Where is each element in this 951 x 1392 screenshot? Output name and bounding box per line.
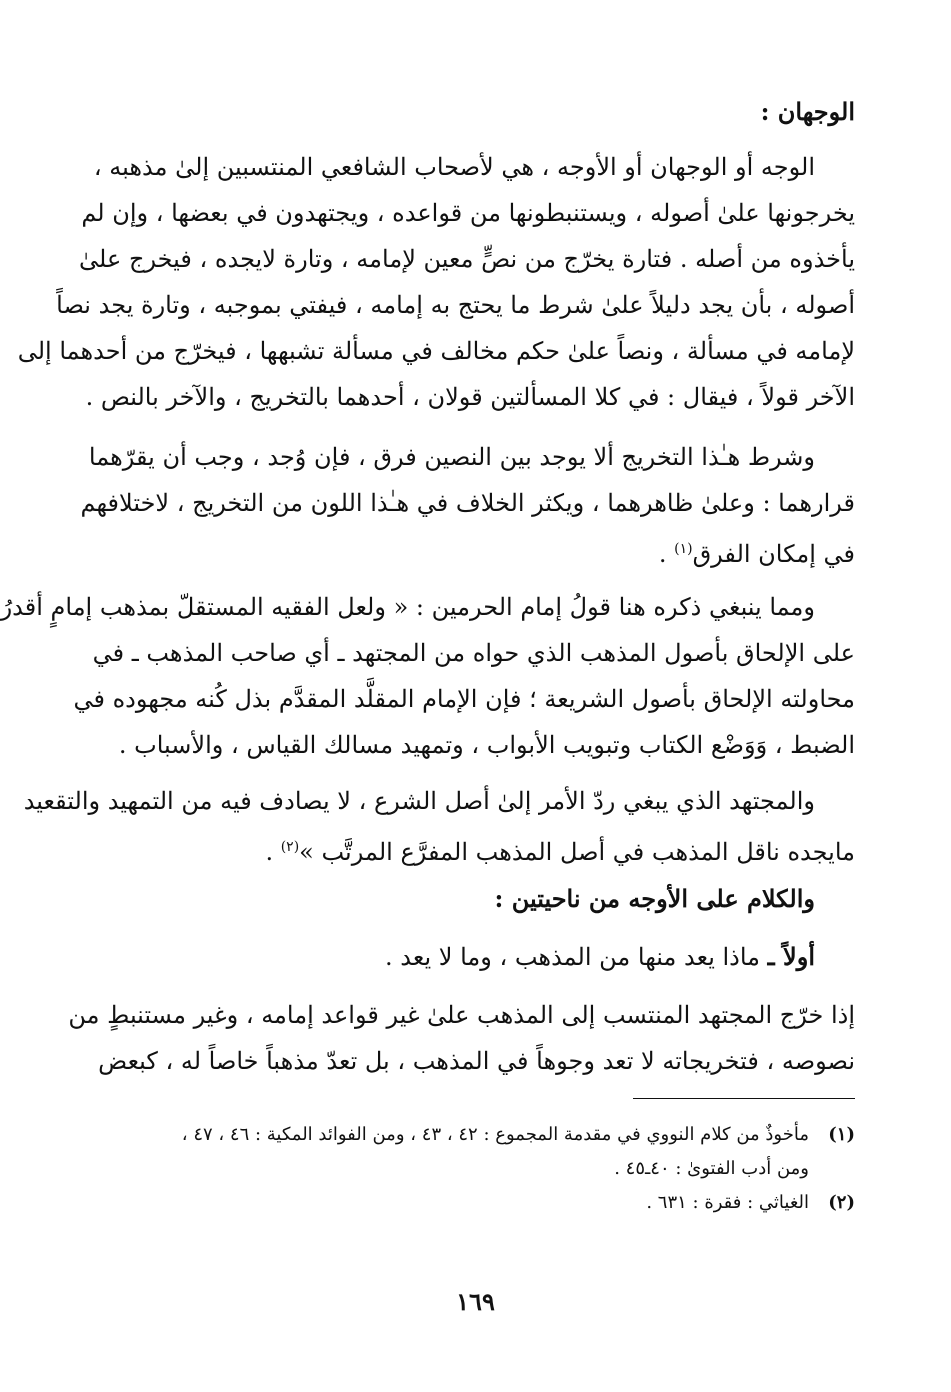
paragraph-6 <box>385 934 855 980</box>
footnote-2 <box>115 1186 855 1220</box>
paragraph-line: نصوصه ، فتخريجاته لا تعد وجوهاً في المذهب ، بل تعدّ مذهباً خاصاً له ، كبعض <box>98 1047 855 1075</box>
paragraph-5: والكلام على الأوجه من ناحيتين : <box>494 884 815 913</box>
paragraph-line: أصوله ، بأن يجد دليلاً علىٰ شرط ما يحتج به إمامه ، فيفتي بموجبه ، وتارة يجد نصاً <box>56 291 855 319</box>
paragraph-line: الضبط ، وَوَضْع الكتاب وتبويب الأبواب ، وتمهيد مسالك القياس ، والأسباب . <box>118 731 855 759</box>
paragraph-line: محاولته الإلحاق بأصول الشريعة ؛ فإن الإمام المقلَّد المقدَّم بذل كُنه مجهوده في <box>73 685 855 713</box>
footnote-line: ومن أدب الفتوىٰ : ٤٠ـ٤٥ . <box>614 1158 809 1179</box>
paragraph-2 <box>80 434 855 572</box>
paragraph-4 <box>23 778 855 870</box>
footnote-line <box>115 1118 855 1152</box>
section-heading: الوجهان : <box>760 97 855 126</box>
paragraph-text: . <box>265 838 281 866</box>
paragraph-line: يخرجونها علىٰ أصوله ، ويستنبطونها من قواعده ، ويجتهدون في بعضها ، وإن لم <box>81 199 855 227</box>
paragraph-line: الوجه أو الوجهان أو الأوجه ، هي لأصحاب الشافعي المنتسبين إلىٰ مذهبه ، <box>93 153 815 181</box>
paragraph-line: والمجتهد الذي يبغي ردّ الأمر إلىٰ أصل الشرع ، لا يصادف فيه من التمهيد والتقعيد <box>23 787 815 815</box>
paragraph-text: في إمكان الفرق <box>692 540 855 568</box>
footnote-separator <box>633 1098 855 1099</box>
paragraph-line <box>115 824 855 870</box>
paragraph-text: مايجده ناقل المذهب في أصل المذهب المفرَّع المرتَّب » <box>299 838 855 866</box>
paragraph-line: قرارهما : وعلىٰ ظاهرهما ، ويكثر الخلاف في هـٰذا اللون من التخريج ، لاختلافهم <box>80 489 855 517</box>
paragraph-text: . <box>658 540 675 568</box>
paragraph-7 <box>68 992 855 1084</box>
footnote-number: (١) <box>828 1124 855 1145</box>
footnote-ref-1: (١) <box>674 541 693 557</box>
paragraph-line: الآخر قولاً ، فيقال : في كلا المسألتين قولان ، أحدهما بالتخريج ، والآخر بالنص . <box>85 383 855 411</box>
paragraph-1 <box>17 144 855 420</box>
paragraph-3 <box>0 584 855 768</box>
paragraph-line: يأخذوه من أصله . فتارة يخرّج من نصٍّ معين لإمامه ، وتارة لايجده ، فيخرج علىٰ <box>79 245 855 273</box>
footnote-text: الغياثي : فقرة : ٦٣١ . <box>646 1192 809 1213</box>
paragraph-line <box>115 526 855 572</box>
footnote-ref-2: (٢) <box>280 839 300 855</box>
paragraph-line: وشرط هـٰذا التخريج ألا يوجد بين النصين فرق ، فإن وُجد ، وجب أن يقرّهما <box>88 443 815 471</box>
paragraph-line: على الإلحاق بأصول المذهب الذي حواه من المجتهد ـ أي صاحب المذهب ـ في <box>92 639 855 667</box>
point-label: أولاً ـ <box>767 942 815 971</box>
paragraph-line: لإمامه في مسألة ، ونصاً علىٰ حكم مخالف في مسألة تشبهها ، فيخرّج من أحدهما إلى <box>17 337 855 365</box>
page-number: ١٦٩ <box>456 1287 495 1316</box>
footnote-line <box>115 1186 855 1220</box>
footnote-text: مأخوذٌ من كلام النووي في مقدمة المجموع : ٤٢ ، ٤٣ ، ومن الفوائد المكية : ٤٦ ، ٤٧ ، <box>181 1124 809 1145</box>
footnote-number: (٢) <box>828 1192 855 1213</box>
footnote-1 <box>115 1118 855 1186</box>
paragraph-text: ماذا يعد منها من المذهب ، وما لا يعد . <box>385 943 768 971</box>
paragraph-line: إذا خرّج المجتهد المنتسب إلى المذهب علىٰ غير قواعد إمامه ، وغير مستنبطٍ من <box>68 1001 855 1029</box>
paragraph-line: ومما ينبغي ذكره هنا قولُ إمام الحرمين : « ولعل الفقيه المستقلّ بمذهب إمامٍ أقدرُ <box>0 593 815 621</box>
